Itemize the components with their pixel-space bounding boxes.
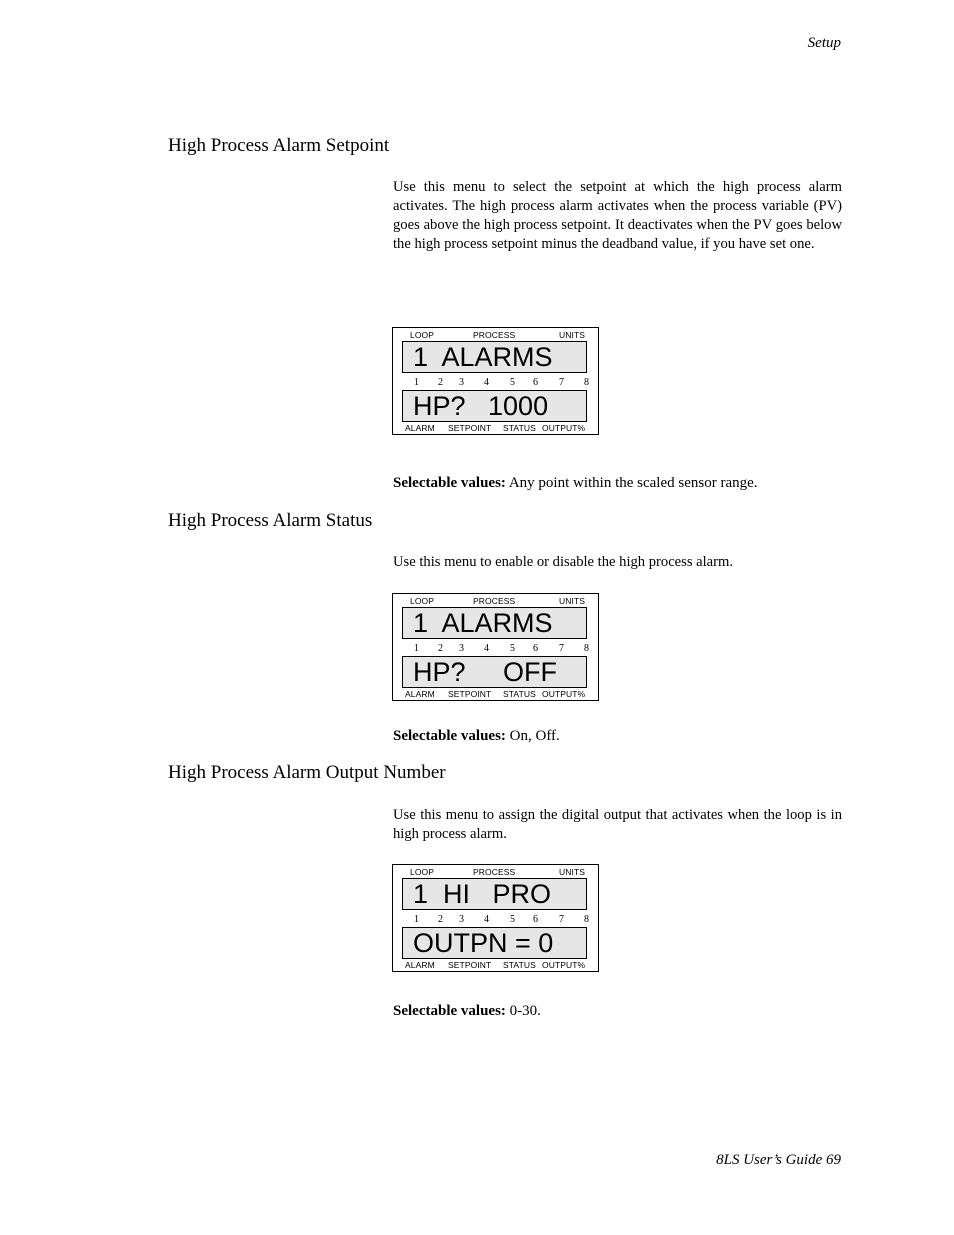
selectable-label: Selectable values: [393,1003,506,1019]
selectable-value: On, Off. [505,728,560,744]
lcd-label-status: STATUS [503,689,536,699]
channel-number: 6 [533,377,538,388]
channel-number: 5 [510,914,515,925]
channel-number: 4 [484,643,489,654]
channel-number: 3 [459,643,464,654]
lcd-bottom-line: HP? OFF [402,656,587,688]
lcd-label-output: OUTPUT% [542,689,586,699]
running-header: Setup [807,35,841,51]
section-heading: High Process Alarm Output Number [168,762,446,783]
channel-number: 8 [584,643,589,654]
channel-number: 5 [510,377,515,388]
selectable-values [393,728,560,745]
channel-number: 7 [559,377,564,388]
selectable-label: Selectable values: [393,475,506,491]
lcd-label-loop: LOOP [410,867,435,877]
lcd-label-process: PROCESS [473,867,516,877]
lcd-label-setpoint: SETPOINT [448,423,492,433]
selectable-values [393,1003,541,1020]
lcd-label-units: UNITS [559,867,585,877]
lcd-display [392,593,599,701]
section-heading: High Process Alarm Status [168,510,373,531]
lcd-channel-numbers [393,914,600,926]
lcd-label-process: PROCESS [473,330,516,340]
lcd-label-status: STATUS [503,423,536,433]
selectable-value: Any point within the scaled sensor range. [505,475,758,491]
lcd-bottom-line: HP? 1000 [402,390,587,422]
lcd-top-line: 1 ALARMS [402,341,587,373]
lcd-label-alarm: ALARM [405,689,435,699]
channel-number: 4 [484,377,489,388]
lcd-label-output: OUTPUT% [542,423,586,433]
channel-number: 2 [438,914,443,925]
section-body: Use this menu to enable or disable the high process alarm. [393,554,734,570]
lcd-label-units: UNITS [559,330,585,340]
channel-number: 3 [459,377,464,388]
channel-number: 6 [533,914,538,925]
lcd-label-alarm: ALARM [405,960,435,970]
lcd-label-loop: LOOP [410,330,435,340]
channel-number: 2 [438,643,443,654]
lcd-label-setpoint: SETPOINT [448,689,492,699]
lcd-label-setpoint: SETPOINT [448,960,492,970]
lcd-top-line: 1 ALARMS [402,607,587,639]
lcd-label-output: OUTPUT% [542,960,586,970]
lcd-label-process: PROCESS [473,596,516,606]
channel-number: 6 [533,643,538,654]
lcd-top-line: 1 HI PRO [402,878,587,910]
channel-number: 3 [459,914,464,925]
channel-number: 1 [414,914,419,925]
lcd-label-status: STATUS [503,960,536,970]
lcd-label-units: UNITS [559,596,585,606]
lcd-label-loop: LOOP [410,596,435,606]
channel-number: 1 [414,377,419,388]
channel-number: 2 [438,377,443,388]
channel-number: 8 [584,914,589,925]
lcd-display [392,864,599,972]
channel-number: 1 [414,643,419,654]
channel-number: 7 [559,914,564,925]
lcd-channel-numbers [393,377,600,389]
channel-number: 5 [510,643,515,654]
section-heading: High Process Alarm Setpoint [168,135,390,156]
lcd-bottom-line: OUTPN = 0 [402,927,587,959]
selectable-values [393,475,758,492]
section-body: Use this menu to select the setpoint at which the high process alarm activates. The high process alarm activates when the process variable (PV) goes above the high process setpoint. It deactivates when the PV goes below the high process setpoint minus the deadband value, if you have set one. [393,179,842,252]
lcd-display [392,327,599,435]
page-footer: 8LS User’s Guide 69 [716,1152,841,1168]
selectable-value: 0-30. [505,1003,541,1019]
channel-number: 8 [584,377,589,388]
lcd-label-alarm: ALARM [405,423,435,433]
selectable-label: Selectable values: [393,728,506,744]
channel-number: 4 [484,914,489,925]
channel-number: 7 [559,643,564,654]
section-body: Use this menu to assign the digital output that activates when the loop is in high process alarm. [393,807,842,842]
lcd-channel-numbers [393,643,600,655]
